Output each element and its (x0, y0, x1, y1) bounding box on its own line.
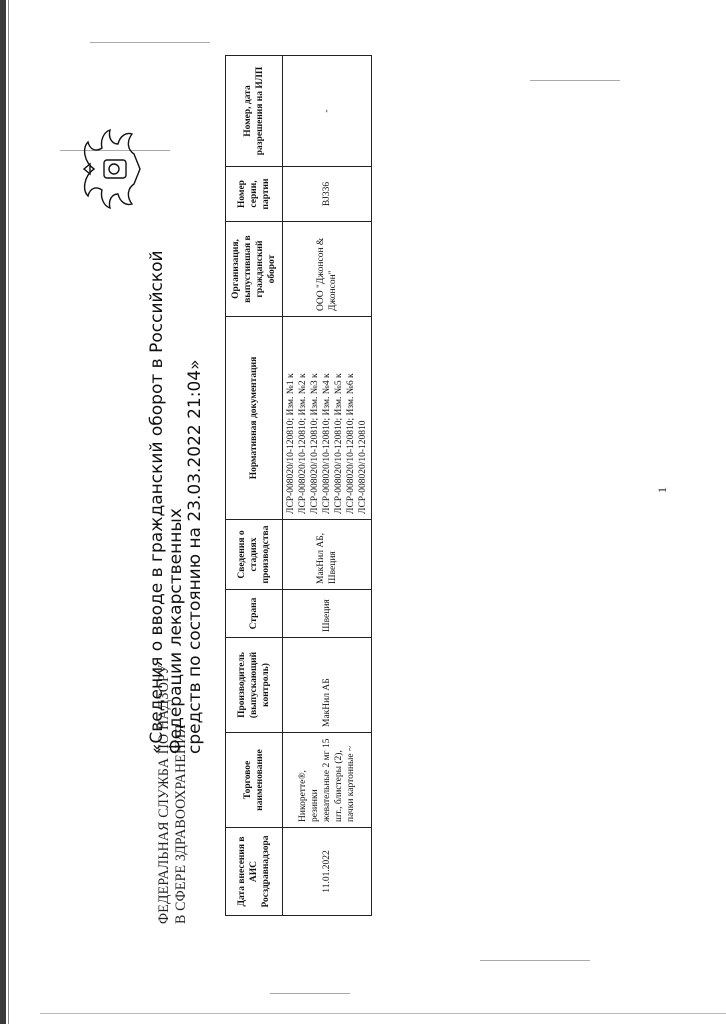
header-country: Страна (226, 590, 283, 638)
table-header-row (226, 56, 283, 916)
normdoc-line: ЛСР-008020/10-120810; Изм. №1 к (286, 373, 296, 514)
cell-trade-name: Никоретте®, резинки жевательные 2 мг 15 шт., блистеры (2), пачки картонные ~ (283, 733, 372, 828)
table-row (283, 56, 372, 916)
document-title (148, 194, 205, 754)
cell-stages: МакНил АБ, Швеция (283, 520, 372, 590)
title-line-2: средств по состоянию на 23.03.2022 21:04» (185, 359, 205, 754)
header-stages: Сведения о стадиях производства (226, 520, 283, 590)
header-manufacturer: Производитель (выпускающий контроль) (226, 638, 283, 733)
header-organization: Организация, выпустившая в гражданский оборот (226, 222, 283, 317)
normdoc-line: ЛСР-008020/10-120810; Изм. №5 к (334, 373, 344, 514)
batch-release-table (225, 55, 372, 916)
cell-series: BJ336 (283, 167, 372, 222)
page-number: 1 (655, 487, 669, 493)
header-date: Дата внесения в АИС Росздравнадзора (226, 828, 283, 916)
agency-line-2: В СФЕРЕ ЗДРАВООХРАНЕНИЯ (173, 724, 189, 924)
agency-line-1: ФЕДЕРАЛЬНАЯ СЛУЖБА ПО НАДЗОРУ (156, 664, 172, 924)
cell-organization: ООО "Джонсон & Джонсон" (283, 222, 372, 317)
normdoc-line: ЛСР-008020/10-120810 (358, 420, 368, 514)
cell-normdoc (283, 317, 372, 520)
header-trade-name: Торговое наименование (226, 733, 283, 828)
normdoc-line: ЛСР-008020/10-120810; Изм. №6 к (346, 373, 356, 514)
title-line-1: «Сведения о вводе в гражданский оборот в Российской Федерации лекарственных (147, 250, 186, 754)
cell-manufacturer: МакНил АБ (283, 638, 372, 733)
normdoc-line: ЛСР-008020/10-120810; Изм. №4 к (322, 373, 332, 514)
cell-date: 11.01.2022 (283, 828, 372, 916)
cell-country: Швеция (283, 590, 372, 638)
header-normdoc: Нормативная документация (226, 317, 283, 520)
header-series: Номер серии, партии (226, 167, 283, 222)
normdoc-line: ЛСР-008020/10-120810; Изм. №3 к (310, 373, 320, 514)
coat-of-arms-icon (80, 124, 150, 214)
cell-permit: - (283, 56, 372, 167)
header-permit: Номер, дата разрешения на ИЛП (226, 56, 283, 167)
normdoc-line: ЛСР-008020/10-120810; Изм. №2 к (298, 373, 308, 514)
